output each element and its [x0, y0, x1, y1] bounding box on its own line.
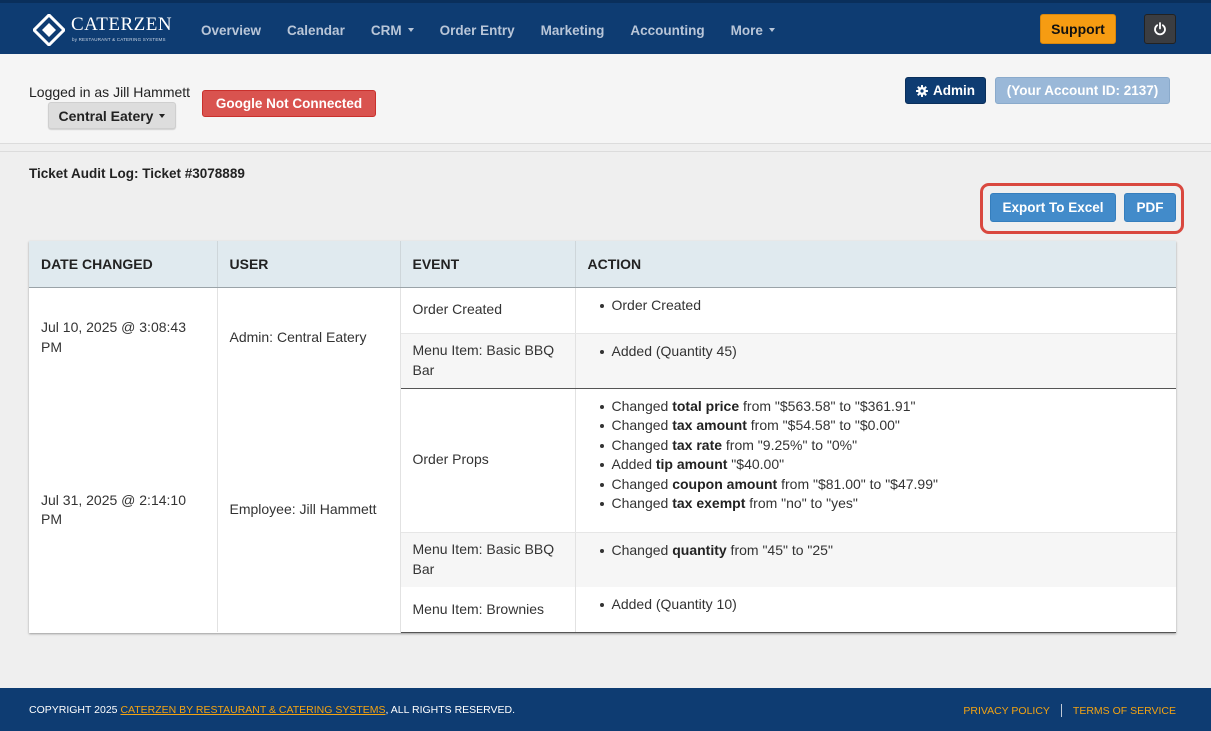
event-cell: Menu Item: Basic BBQ Bar	[400, 532, 575, 587]
action-text: Added	[611, 456, 656, 472]
nav-item-crm[interactable]	[358, 23, 427, 38]
header-divider	[0, 151, 1211, 152]
caret-down-icon	[408, 28, 414, 32]
nav-item-calendar[interactable]	[274, 23, 358, 38]
copyright-suffix: , ALL RIGHTS RESERVED.	[385, 704, 516, 716]
caterzen-logo[interactable]	[33, 13, 173, 47]
action-text: Added (Quantity 45)	[611, 342, 737, 359]
column-header-action[interactable]: ACTION	[575, 241, 1176, 287]
action-field-name: quantity	[672, 541, 727, 558]
event-cell: Order Props	[400, 388, 575, 532]
privacy-policy-link[interactable]: PRIVACY POLICY	[963, 704, 1050, 717]
action-item	[598, 342, 1165, 362]
action-cell	[575, 587, 1176, 632]
table-header-row	[29, 241, 1176, 287]
copyright-text	[29, 704, 515, 716]
action-list	[598, 397, 1165, 514]
action-text: Changed	[611, 495, 673, 511]
power-icon	[1153, 22, 1167, 36]
nav-item-label: Order Entry	[439, 22, 515, 38]
event-cell: Menu Item: Basic BBQ Bar	[400, 333, 575, 388]
top-navbar	[0, 0, 1211, 54]
copyright-prefix: COPYRIGHT 2025	[29, 704, 121, 716]
brand-tagline: by RESTAURANT & CATERING SYSTEMS	[72, 37, 166, 42]
logged-in-text: Logged in as Jill Hammett	[29, 84, 191, 100]
diamond-logo-icon	[33, 14, 65, 46]
action-text: from "$54.58" to "$0.00"	[746, 417, 900, 433]
nav-item-label: CRM	[370, 22, 402, 38]
company-link[interactable]: CATERZEN BY RESTAURANT & CATERING SYSTEMS	[120, 704, 386, 716]
nav-item-label: More	[730, 22, 763, 38]
nav-item-label: Accounting	[630, 22, 705, 38]
action-cell	[575, 388, 1176, 532]
caret-down-icon	[159, 114, 165, 118]
action-item	[598, 397, 1165, 417]
date-changed-cell: Jul 31, 2025 @ 2:14:10 PM	[29, 388, 217, 632]
action-text: Changed	[611, 475, 673, 492]
google-not-connected-button[interactable]: Google Not Connected	[202, 90, 376, 117]
action-list	[598, 342, 1165, 362]
table-row	[29, 287, 1176, 333]
event-cell: Order Created	[400, 287, 575, 333]
terms-of-service-link[interactable]: TERMS OF SERVICE	[1072, 704, 1176, 717]
action-item	[598, 541, 1165, 561]
action-field-name: tip amount	[655, 456, 728, 472]
action-item	[598, 436, 1165, 456]
action-text: Order Created	[611, 296, 701, 313]
action-text: from "no" to "yes"	[745, 495, 858, 511]
caret-down-icon	[769, 28, 775, 32]
logout-button[interactable]	[1144, 14, 1176, 44]
column-header-user[interactable]: USER	[217, 241, 400, 287]
nav-item-overview[interactable]	[188, 23, 274, 38]
page-title: Ticket Audit Log: Ticket #3078889	[29, 166, 245, 181]
action-cell	[575, 287, 1176, 333]
action-field-name: coupon amount	[672, 475, 778, 492]
action-text: Changed	[611, 436, 673, 453]
footer-links	[963, 704, 1176, 717]
footer-separator	[1061, 704, 1062, 717]
export-to-excel-button[interactable]: Export To Excel	[990, 193, 1116, 222]
action-field-name: tax amount	[672, 417, 747, 433]
brand-wordmark: CATERZEN	[71, 14, 173, 35]
admin-label: Admin	[933, 83, 975, 98]
action-item	[598, 494, 1165, 514]
user-cell: Admin: Central Eatery	[217, 287, 400, 388]
action-list	[598, 296, 1165, 316]
action-text: Changed	[611, 417, 673, 433]
action-text: "$40.00"	[727, 456, 785, 472]
location-dropdown[interactable]	[48, 102, 176, 129]
action-item	[598, 595, 1165, 615]
support-button[interactable]: Support	[1040, 14, 1116, 44]
date-changed-cell: Jul 10, 2025 @ 3:08:43 PM	[29, 287, 217, 388]
nav-item-label: Overview	[201, 22, 262, 38]
pdf-button[interactable]: PDF	[1124, 193, 1176, 222]
gear-icon	[916, 85, 928, 97]
user-cell: Employee: Jill Hammett	[217, 388, 400, 632]
page-footer	[0, 688, 1211, 731]
action-text: Changed	[611, 541, 673, 558]
nav-item-marketing[interactable]	[528, 23, 618, 38]
action-field-name: total price	[672, 397, 740, 414]
nav-item-more[interactable]	[718, 23, 788, 38]
action-cell	[575, 333, 1176, 388]
action-list	[598, 541, 1165, 561]
action-item	[598, 455, 1165, 475]
action-item	[598, 296, 1165, 316]
action-item	[598, 475, 1165, 495]
main-nav	[188, 3, 788, 57]
action-item	[598, 416, 1165, 436]
action-text: Added (Quantity 10)	[611, 596, 737, 612]
admin-button[interactable]	[905, 77, 986, 104]
action-text: Changed	[611, 397, 673, 414]
action-text: from "45" to "25"	[726, 541, 833, 558]
column-header-date[interactable]: DATE CHANGED	[29, 241, 217, 287]
action-text: from "9.25%" to "0%"	[722, 436, 858, 453]
nav-item-order-entry[interactable]	[427, 23, 528, 38]
action-text: from "$81.00" to "$47.99"	[777, 475, 938, 492]
table-row	[29, 388, 1176, 532]
action-cell	[575, 532, 1176, 587]
event-cell: Menu Item: Brownies	[400, 587, 575, 632]
location-label: Central Eatery	[58, 107, 154, 124]
audit-log-table	[29, 241, 1176, 633]
action-text: from "$563.58" to "$361.91"	[739, 397, 916, 414]
action-field-name: tax rate	[672, 436, 723, 453]
column-header-event[interactable]: EVENT	[400, 241, 575, 287]
account-id-badge: (Your Account ID: 2137)	[995, 77, 1170, 104]
action-list	[598, 595, 1165, 615]
nav-item-label: Marketing	[540, 22, 605, 38]
nav-item-label: Calendar	[287, 22, 345, 38]
action-field-name: tax exempt	[672, 495, 746, 511]
nav-item-accounting[interactable]	[617, 23, 717, 38]
